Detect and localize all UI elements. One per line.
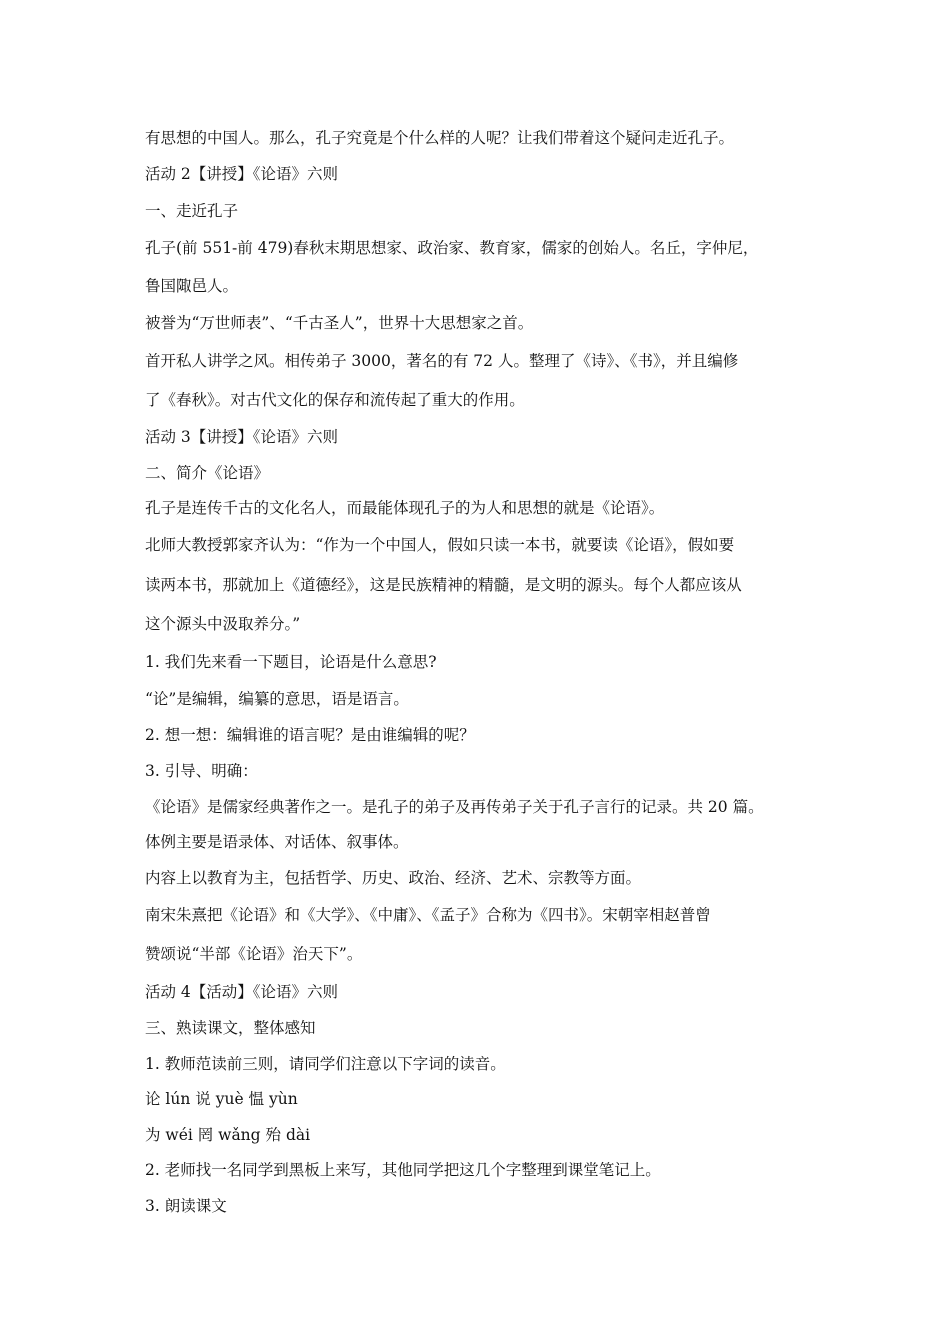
text-line: 赞颂说“半部《论语》治天下”。 [145,945,363,963]
pinyin-line: 为 wéi 罔 wǎng 殆 dài [145,1126,311,1144]
list-item: 3. 引导、明确： [145,762,258,780]
section-heading: 一、走近孔子 [145,202,239,220]
activity-heading: 活动 3【讲授】《论语》六则 [145,428,339,446]
text-line: 《论语》是儒家经典著作之一。是孔子的弟子及再传弟子关于孔子言行的记录。共 20 篇。 [145,798,764,816]
text-line: 有思想的中国人。那么，孔子究竟是个什么样的人呢？让我们带着这个疑问走近孔子。 [145,129,735,147]
list-item: 1. 我们先来看一下题目，论语是什么意思? [145,653,437,671]
list-item: 3. 朗读课文 [145,1197,227,1215]
text-line: 读两本书，那就加上《道德经》，这是民族精神的精髓，是文明的源头。每个人都应该从 [145,576,742,594]
text-line: 北师大教授郭家齐认为：“作为一个中国人，假如只读一本书，就要读《论语》，假如要 [145,536,735,554]
text-line: 孔子是连传千古的文化名人，而最能体现孔子的为人和思想的就是《论语》。 [145,499,665,517]
text-line: 孔子(前 551-前 479)春秋末期思想家、政治家、教育家，儒家的创始人。名丘，字仲尼， [145,239,759,257]
text-line: 被誉为“万世师表”、“千古圣人”，世界十大思想家之首。 [145,314,534,332]
text-line: 鲁国陬邑人。 [145,277,239,295]
section-heading: 三、熟读课文，整体感知 [145,1019,316,1037]
text-line: 体例主要是语录体、对话体、叙事体。 [145,833,409,851]
section-heading: 二、简介《论语》 [145,464,270,482]
text-line: 这个源头中汲取养分。” [145,615,301,633]
text-line: 内容上以教育为主，包括哲学、历史、政治、经济、艺术、宗教等方面。 [145,869,642,887]
text-line: 南宋朱熹把《论语》和《大学》、《中庸》、《孟子》合称为《四书》。宋朝宰相赵普曾 [145,906,711,924]
text-line: “论”是编辑，编纂的意思，语是语言。 [145,690,409,708]
activity-heading: 活动 2【讲授】《论语》六则 [145,165,339,183]
list-item: 1. 教师范读前三则，请同学们注意以下字词的读音。 [145,1055,506,1073]
list-item: 2. 想一想：编辑谁的语言呢？是由谁编辑的呢？ [145,726,475,744]
pinyin-line: 论 lún 说 yuè 愠 yùn [145,1090,298,1108]
activity-heading: 活动 4【活动】《论语》六则 [145,983,339,1001]
text-line: 首开私人讲学之风。相传弟子 3000，著名的有 72 人。整理了《诗》、《书》，并且编修 [145,352,739,370]
list-item: 2. 老师找一名同学到黑板上来写，其他同学把这几个字整理到课堂笔记上。 [145,1161,661,1179]
text-line: 了《春秋》。对古代文化的保存和流传起了重大的作用。 [145,391,525,409]
